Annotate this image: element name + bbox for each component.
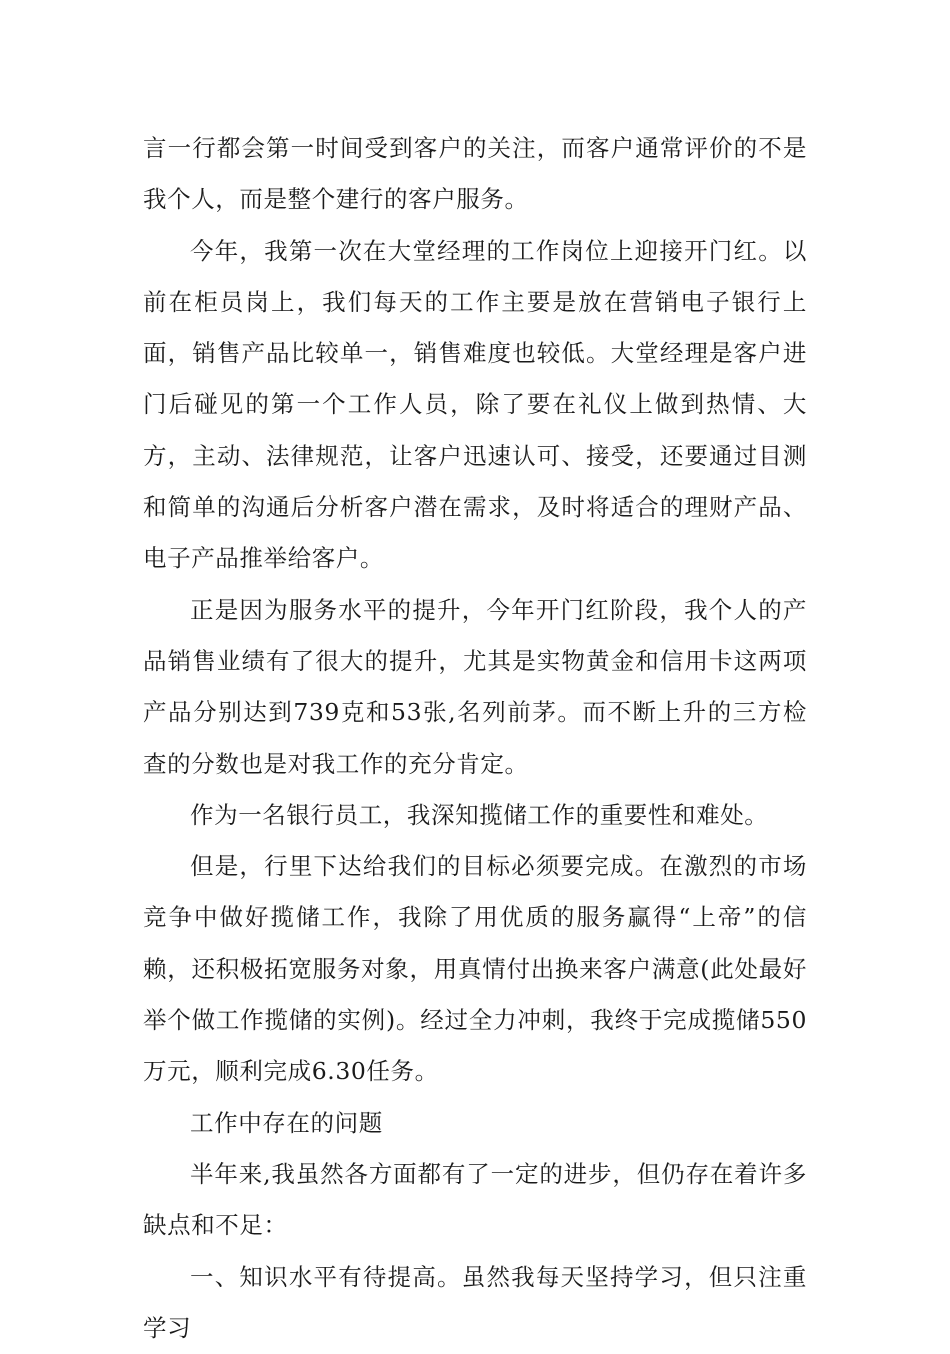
paragraph-4: 作为一名银行员工，我深知揽储工作的重要性和难处。 bbox=[190, 800, 769, 829]
paragraph-1: 言一行都会第一时间受到客户的关注，而客户通常评价的不是我个人，而是整个建行的客户服务。 bbox=[143, 134, 807, 214]
paragraph-3: 正是因为服务水平的提升，今年开门红阶段，我个人的产品销售业绩有了很大的提升，尤其是实物黄金和信用卡这两项产品分别达到739克和53张,名列前茅。而不断上升的三方检查的分数也是对我工作的充分肯定。 bbox=[143, 595, 807, 778]
document-body bbox=[143, 123, 807, 1354]
paragraph-5: 但是，行里下达给我们的目标必须要完成。在激烈的市场竞争中做好揽储工作，我除了用优质的服务赢得“上帝”的信赖，还积极拓宽服务对象，用真情付出换来客户满意(此处最好举个做工作揽储的实例)。经过全力冲刺，我终于完成揽储550万元，顺利完成6.30任务。 bbox=[143, 852, 807, 1086]
paragraph-7: 半年来,我虽然各方面都有了一定的进步，但仍存在着许多缺点和不足： bbox=[143, 1159, 807, 1240]
paragraph-2: 今年，我第一次在大堂经理的工作岗位上迎接开门红。以前在柜员岗上，我们每天的工作主要是放在营销电子银行上面，销售产品比较单一，销售难度也较低。大堂经理是客户进门后碰见的第一个工作人员，除了要在礼仪上做到热情、大方，主动、法律规范，让客户迅速认可、接受，还要通过目测和简单的沟通后分析客户潜在需求，及时将适合的理财产品、电子产品推举给客户。 bbox=[143, 236, 807, 573]
section-heading-problems: 工作中存在的问题 bbox=[190, 1108, 383, 1137]
paragraph-8: 一、知识水平有待提高。虽然我每天坚持学习，但只注重学习 bbox=[143, 1262, 807, 1342]
